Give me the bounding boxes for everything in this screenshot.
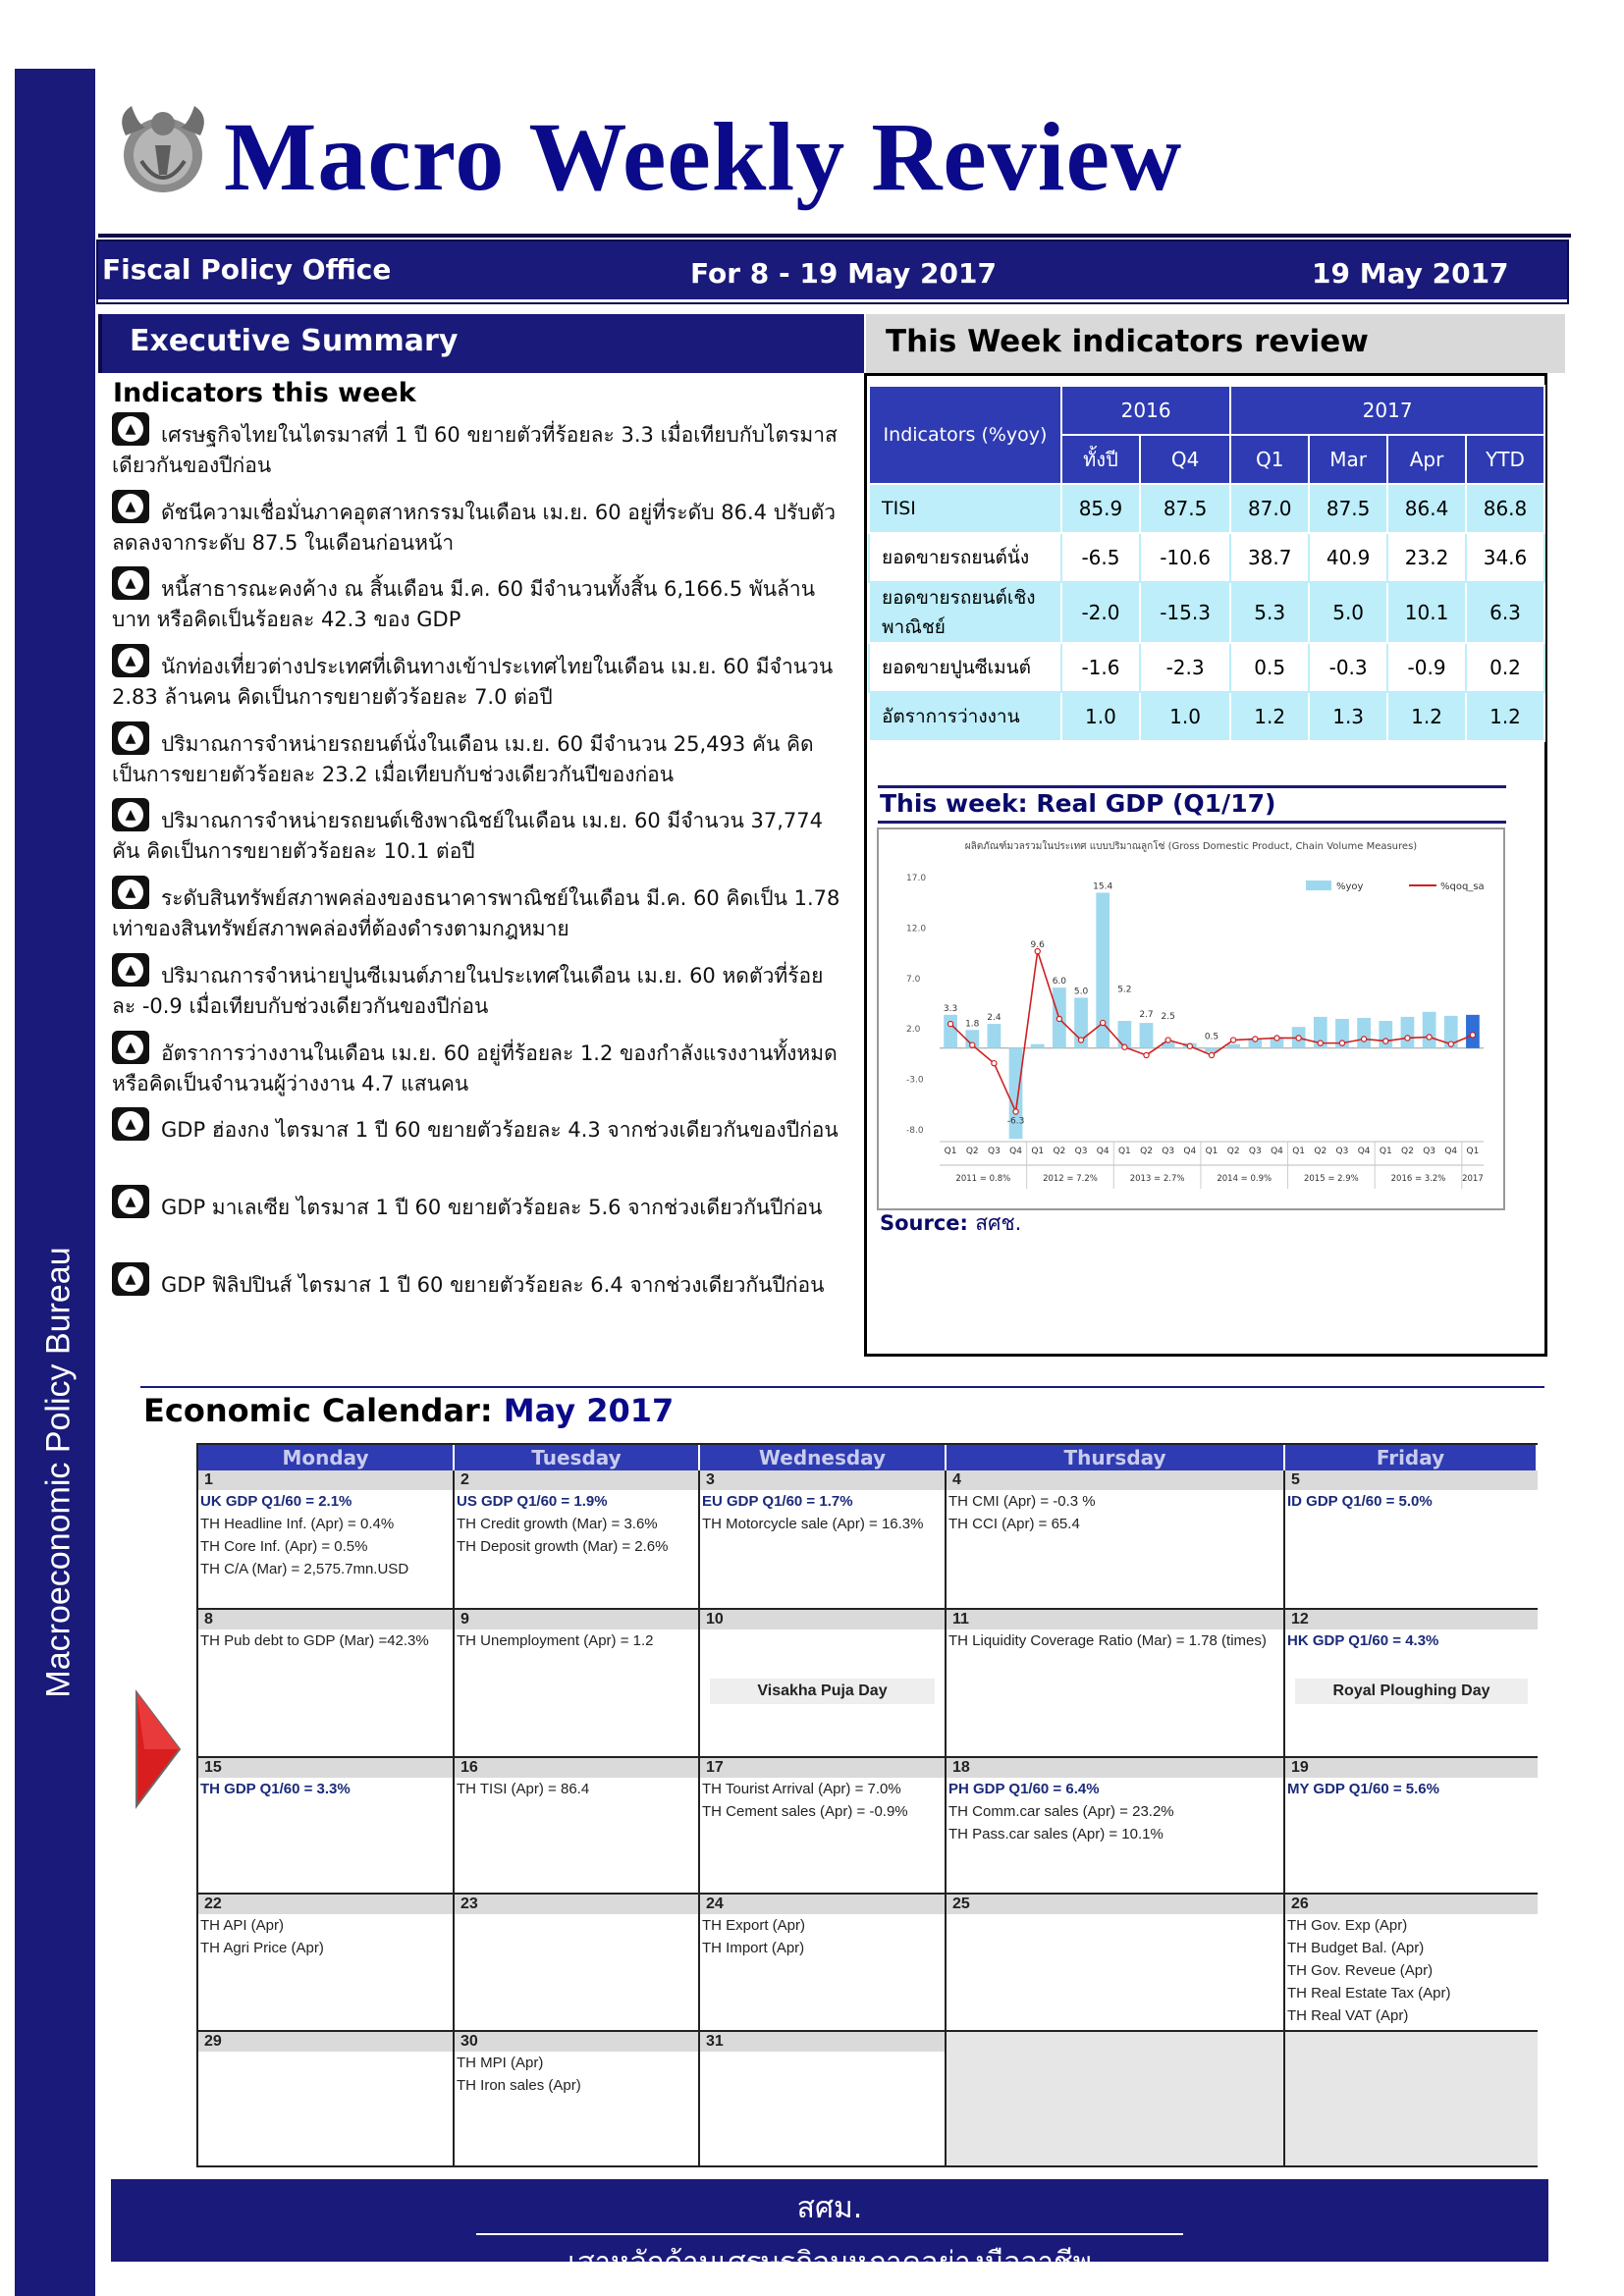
qoq-point	[1122, 1044, 1127, 1049]
x-tick-label: Q4	[1009, 1147, 1022, 1156]
indicator-item	[112, 876, 843, 953]
indicator-table	[868, 385, 1545, 742]
calendar-day-cell	[947, 1758, 1285, 1895]
calendar-day-cell	[455, 2032, 700, 2167]
legend-swatch-yoy	[1306, 881, 1331, 890]
x-tick-label: Q3	[1423, 1147, 1436, 1156]
calendar-day-number: 29	[198, 2032, 453, 2052]
calendar-day-number: 16	[455, 1758, 698, 1778]
qoq-point	[1165, 1038, 1170, 1042]
gdp-chart-frame	[877, 828, 1505, 1210]
x-tick-label: Q3	[1074, 1147, 1088, 1156]
calendar-day-number: 11	[947, 1610, 1283, 1629]
bar-value-label: 5.2	[1117, 985, 1132, 995]
sidebar-title: Macroeconomic Policy Bureau	[39, 1247, 78, 1698]
gdp-bar	[988, 1024, 1001, 1048]
x-tick-label: Q4	[1096, 1147, 1110, 1156]
title-rule	[98, 234, 1571, 238]
calendar-day-number: 26	[1285, 1895, 1538, 1914]
sidebar-band	[15, 69, 95, 2296]
gdp-bar	[944, 1015, 957, 1048]
calendar-day-number: 31	[700, 2032, 945, 2052]
calendar-day-cell	[700, 1895, 947, 2032]
table-cell: 34.6	[1466, 533, 1544, 582]
table-cell: 1.2	[1387, 692, 1466, 741]
qoq-point	[1405, 1036, 1410, 1041]
arrow-up-icon: ▲	[112, 566, 149, 600]
calendar-entry: TH Iron sales (Apr)	[457, 2077, 581, 2094]
qoq-point	[1470, 1033, 1475, 1038]
qoq-point	[1448, 1041, 1453, 1046]
calendar-day-number: 3	[700, 1470, 945, 1490]
calendar-weekday-header: Monday	[198, 1445, 455, 1470]
qoq-point	[1427, 1035, 1432, 1040]
calendar-entry: TH Gov. Exp (Apr)	[1287, 1917, 1408, 1934]
calendar-day-cell	[198, 1758, 455, 1895]
calendar-entry: US GDP Q1/60 = 1.9%	[457, 1493, 608, 1510]
table-cell: 87.0	[1230, 484, 1309, 533]
calendar-entry: TH C/A (Mar) = 2,575.7mn.USD	[200, 1561, 409, 1577]
indicators-title: Indicators this week	[113, 378, 416, 408]
source-value: สศช.	[975, 1211, 1022, 1235]
calendar-day-number: 9	[455, 1610, 698, 1629]
indicator-text: เศรษฐกิจไทยในไตรมาสที่ 1 ปี 60 ขยายตัวที่ร้อยละ 3.3 เมื่อเทียบกับไตรมาสเดียวกันของปีก่อน	[112, 423, 838, 477]
qoq-point	[1013, 1109, 1018, 1114]
calendar-weekday-header: Friday	[1285, 1445, 1538, 1470]
qoq-point	[1078, 1038, 1083, 1042]
x-tick-label: Q2	[1140, 1147, 1153, 1156]
executive-summary-heading: Executive Summary	[98, 314, 864, 373]
legend-label-qoq: %qoq_sa	[1440, 881, 1485, 892]
qoq-point	[1187, 1043, 1192, 1048]
calendar-title	[143, 1392, 674, 1429]
qoq-point	[1362, 1037, 1367, 1041]
indicator-list	[112, 412, 843, 1339]
chart-title: This week: Real GDP (Q1/17)	[880, 789, 1276, 818]
bar-value-label: 15.4	[1093, 881, 1113, 892]
gdp-bar	[1031, 1044, 1045, 1048]
y-tick-label: 17.0	[906, 874, 927, 883]
arrow-up-icon: ▲	[112, 644, 149, 677]
x-tick-label: Q2	[1314, 1147, 1327, 1156]
calendar-entry: TH API (Apr)	[200, 1917, 285, 1934]
table-row-label: TISI	[869, 484, 1061, 533]
table-cell: 5.0	[1309, 582, 1387, 643]
footer-banner	[111, 2179, 1548, 2278]
gdp-bar	[1226, 1044, 1240, 1048]
qoq-point	[992, 1061, 997, 1066]
calendar-title-month: May 2017	[503, 1392, 675, 1429]
table-cell: -0.3	[1309, 643, 1387, 692]
calendar-title-prefix: Economic Calendar:	[143, 1392, 493, 1429]
arrow-up-icon: ▲	[112, 953, 149, 987]
calendar-day-cell	[700, 2032, 947, 2167]
table-cell: 1.2	[1466, 692, 1544, 741]
arrow-up-icon: ▲	[112, 1031, 149, 1064]
holiday-label: Royal Ploughing Day	[1295, 1679, 1528, 1704]
calendar-entry: TH Real Estate Tax (Apr)	[1287, 1985, 1451, 2002]
calendar-day-number: 8	[198, 1610, 453, 1629]
x-tick-label: Q2	[965, 1147, 979, 1156]
year-group-label: 2013 = 2.7%	[1129, 1174, 1185, 1184]
arrow-up-icon: ▲	[112, 490, 149, 523]
table-row-label: ยอดขายปูนซีเมนต์	[869, 643, 1061, 692]
table-row	[869, 484, 1544, 533]
table-cell: -2.3	[1140, 643, 1230, 692]
indicator-text: GDP มาเลเซีย ไตรมาส 1 ปี 60 ขยายตัวร้อยละ 5.6 จากช่วงเดียวกันปีก่อน	[161, 1195, 823, 1219]
calendar-day-number: 12	[1285, 1610, 1538, 1629]
gdp-chart	[879, 829, 1503, 1208]
gdp-bar	[1357, 1018, 1371, 1048]
table-row	[869, 582, 1544, 643]
page-title: Macro Weekly Review	[224, 102, 1183, 211]
indicator-item	[112, 1107, 843, 1185]
qoq-point	[1231, 1038, 1236, 1042]
qoq-point	[1274, 1036, 1279, 1041]
table-cell: -6.5	[1061, 533, 1140, 582]
calendar-weekday-header: Wednesday	[700, 1445, 947, 1470]
footer-motto: เสาหลักด้านเศรษฐกิจมหภาคอย่างมืออาชีพ	[568, 2245, 1092, 2278]
calendar-entry: TH Credit growth (Mar) = 3.6%	[457, 1516, 658, 1532]
calendar-entry: TH CMI (Apr) = -0.3 %	[948, 1493, 1096, 1510]
bar-value-label: -6.3	[1006, 1116, 1025, 1127]
table-row-label: ยอดขายรถยนต์เชิงพาณิชย์	[869, 582, 1061, 643]
calendar-day-cell	[455, 1610, 700, 1758]
calendar-entry: TH Agri Price (Apr)	[200, 1940, 324, 1956]
bar-value-label: 9.6	[1030, 940, 1045, 951]
calendar-rule	[140, 1386, 1544, 1388]
indicator-text: อัตราการว่างงานในเดือน เม.ย. 60 อยู่ที่ร้อยละ 1.2 ของกำลังแรงงานทั้งหมด หรือคิดเป็นจำนวนผู้ว่างงาน 4.7 แสนคน	[112, 1041, 838, 1095]
calendar-day-cell	[198, 1610, 455, 1758]
table-cell: 23.2	[1387, 533, 1466, 582]
calendar-entry: PH GDP Q1/60 = 6.4%	[948, 1781, 1100, 1797]
table-cell: -0.9	[1387, 643, 1466, 692]
table-col-header: Q1	[1230, 435, 1309, 484]
calendar-day-number: 23	[455, 1895, 698, 1914]
calendar-day-number: 19	[1285, 1758, 1538, 1778]
y-tick-label: -8.0	[906, 1126, 924, 1136]
arrow-up-icon: ▲	[112, 1107, 149, 1141]
header-banner	[98, 241, 1567, 302]
indicator-item	[112, 1031, 843, 1108]
calendar-entry: TH CCI (Apr) = 65.4	[948, 1516, 1080, 1532]
calendar-day-cell	[1285, 1895, 1538, 2032]
bar-value-label: 5.0	[1073, 987, 1089, 997]
chart-title-text: ผลิตภัณฑ์มวลรวมในประเทศ แบบปริมาณลูกโซ่ (Gross Domestic Product, Chain Volume Measures)	[964, 841, 1418, 852]
calendar-day-cell	[947, 1610, 1285, 1758]
table-cell: 0.5	[1230, 643, 1309, 692]
garuda-logo-icon	[112, 96, 214, 200]
calendar-day-number: 15	[198, 1758, 453, 1778]
qoq-point	[1056, 1016, 1061, 1021]
calendar-day-cell	[198, 1470, 455, 1610]
arrow-up-icon: ▲	[112, 1185, 149, 1218]
report-period: For 8 - 19 May 2017	[690, 257, 997, 290]
table-col-header: Apr	[1387, 435, 1466, 484]
x-tick-label: Q4	[1271, 1147, 1283, 1156]
x-tick-label: Q3	[1162, 1147, 1175, 1156]
gdp-bar	[1466, 1015, 1480, 1048]
arrow-up-icon: ▲	[112, 798, 149, 831]
table-cell: -15.3	[1140, 582, 1230, 643]
calendar-entry: TH Deposit growth (Mar) = 2.6%	[457, 1538, 669, 1555]
indicator-item	[112, 1262, 843, 1340]
arrow-up-icon: ▲	[112, 1262, 149, 1296]
indicator-item	[112, 1185, 843, 1262]
x-tick-label: Q3	[1248, 1147, 1262, 1156]
table-col-header: ทั้งปี	[1061, 435, 1140, 484]
table-cell: 1.0	[1061, 692, 1140, 741]
calendar-entry: TH TISI (Apr) = 86.4	[457, 1781, 590, 1797]
qoq-point	[1101, 1020, 1106, 1025]
gdp-bar	[1401, 1017, 1415, 1048]
qoq-point	[947, 1021, 952, 1026]
calendar-day-cell	[1285, 1610, 1538, 1758]
calendar-entry: TH Motorcycle sale (Apr) = 16.3%	[702, 1516, 924, 1532]
qoq-point	[1318, 1041, 1323, 1045]
table-cell: 40.9	[1309, 533, 1387, 582]
calendar-day-cell	[455, 1470, 700, 1610]
table-col-header: YTD	[1466, 435, 1544, 484]
office-name: Fiscal Policy Office	[102, 253, 392, 286]
source-label: Source:	[880, 1211, 968, 1235]
calendar-day-cell	[198, 2032, 455, 2167]
table-cell: 86.8	[1466, 484, 1544, 533]
calendar-day-cell	[947, 1470, 1285, 1610]
indicator-item	[112, 721, 843, 799]
table-col-header: Q4	[1140, 435, 1230, 484]
indicator-text: ดัชนีความเชื่อมั่นภาคอุตสาหกรรมในเดือน เม.ย. 60 อยู่ที่ระดับ 86.4 ปรับตัวลดลงจากระดับ 87.5 ในเดือนก่อนหน้า	[112, 500, 837, 555]
calendar-day-number: 1	[198, 1470, 453, 1490]
indicator-item	[112, 798, 843, 876]
calendar-entry: UK GDP Q1/60 = 2.1%	[200, 1493, 352, 1510]
qoq-point	[970, 1042, 975, 1047]
calendar-entry: TH Real VAT (Apr)	[1287, 2007, 1409, 2024]
calendar-day-cell	[947, 2032, 1285, 2167]
calendar-entry: TH Budget Bal. (Apr)	[1287, 1940, 1425, 1956]
table-cell: 0.2	[1466, 643, 1544, 692]
calendar-day-number: 22	[198, 1895, 453, 1914]
calendar-day-cell	[198, 1895, 455, 2032]
table-year-2017: 2017	[1230, 386, 1544, 435]
year-group-label: 2011 = 0.8%	[955, 1174, 1011, 1184]
gdp-bar	[1140, 1023, 1154, 1048]
y-tick-label: 12.0	[906, 924, 927, 934]
table-cell: 1.2	[1230, 692, 1309, 741]
x-tick-label: Q1	[1205, 1147, 1218, 1156]
footer-divider	[476, 2233, 1183, 2235]
calendar-entry: TH Tourist Arrival (Apr) = 7.0%	[702, 1781, 901, 1797]
calendar-day-number: 2	[455, 1470, 698, 1490]
indicator-item	[112, 412, 843, 490]
bar-value-label: 6.0	[1052, 977, 1067, 988]
table-cell: 38.7	[1230, 533, 1309, 582]
calendar-day-number: 10	[700, 1610, 945, 1629]
indicator-text: ระดับสินทรัพย์สภาพคล่องของธนาคารพาณิชย์ในเดือน มี.ค. 60 คิดเป็น 1.78 เท่าของสินทรัพย์สภาพคล่องที่ต้องดำรงตามกฎหมาย	[112, 886, 840, 941]
x-tick-label: Q1	[1292, 1147, 1306, 1156]
table-head-label: Indicators (%yoy)	[869, 386, 1061, 484]
calendar-entry: TH Export (Apr)	[702, 1917, 806, 1934]
qoq-point	[1339, 1041, 1344, 1045]
red-arrow-icon	[133, 1686, 184, 1812]
qoq-point	[1296, 1036, 1301, 1041]
table-cell: -1.6	[1061, 643, 1140, 692]
indicator-text: นักท่องเที่ยวต่างประเทศที่เดินทางเข้าประเทศไทยในเดือน เม.ย. 60 มีจำนวน 2.83 ล้านคน คิดเป็นการขยายตัวร้อยละ 7.0 ต่อปี	[112, 655, 834, 710]
table-cell: 1.3	[1309, 692, 1387, 741]
x-tick-label: Q1	[1379, 1147, 1392, 1156]
calendar-day-number: 25	[947, 1895, 1283, 1914]
table-row	[869, 692, 1544, 741]
x-tick-label: Q4	[1357, 1147, 1371, 1156]
economic-calendar	[196, 1443, 1538, 2167]
calendar-entry: TH Comm.car sales (Apr) = 23.2%	[948, 1803, 1174, 1820]
calendar-entry: TH Pass.car sales (Apr) = 10.1%	[948, 1826, 1164, 1842]
x-tick-label: Q1	[944, 1147, 957, 1156]
calendar-entry: TH Pub debt to GDP (Mar) =42.3%	[200, 1632, 429, 1649]
indicator-text: ปริมาณการจำหน่ายปูนซีเมนต์ภายในประเทศในเดือน เม.ย. 60 หดตัวที่ร้อยละ -0.9 เมื่อเทียบกับช่วงเดียวกันของปีก่อน	[112, 963, 824, 1018]
calendar-entry: TH Import (Apr)	[702, 1940, 805, 1956]
calendar-entry: TH Core Inf. (Apr) = 0.5%	[200, 1538, 368, 1555]
y-tick-label: 7.0	[906, 974, 921, 985]
indicator-item	[112, 490, 843, 567]
arrow-up-icon: ▲	[112, 876, 149, 909]
x-tick-label: Q4	[1444, 1147, 1458, 1156]
table-row-label: ยอดขายรถยนต์นั่ง	[869, 533, 1061, 582]
chart-rule-bottom	[878, 821, 1506, 824]
x-tick-label: Q1	[1031, 1147, 1045, 1156]
indicator-text: ปริมาณการจำหน่ายรถยนต์เชิงพาณิชย์ในเดือน เม.ย. 60 มีจำนวน 37,774 คัน คิดเป็นการขยายตัวร้อยละ 10.1 ต่อปี	[112, 809, 823, 864]
week-review-heading: This Week indicators review	[866, 314, 1565, 373]
x-tick-label: Q3	[1335, 1147, 1349, 1156]
arrow-up-icon: ▲	[112, 721, 149, 755]
x-tick-label: Q3	[987, 1147, 1001, 1156]
table-cell: 5.3	[1230, 582, 1309, 643]
qoq-point	[1383, 1039, 1388, 1043]
indicator-item	[112, 566, 843, 644]
year-group-label: 2015 = 2.9%	[1303, 1174, 1359, 1184]
indicator-item	[112, 953, 843, 1031]
x-tick-label: Q1	[1466, 1147, 1480, 1156]
calendar-weekday-header: Thursday	[947, 1445, 1285, 1470]
chart-rule-top	[878, 785, 1506, 788]
table-row	[869, 643, 1544, 692]
indicator-item	[112, 644, 843, 721]
calendar-day-cell	[700, 1758, 947, 1895]
qoq-point	[1209, 1052, 1214, 1057]
indicator-text: หนี้สาธารณะคงค้าง ณ สิ้นเดือน มี.ค. 60 มีจำนวนทั้งสิ้น 6,166.5 พันล้านบาท หรือคิดเป็นร้อยละ 42.3 ของ GDP	[112, 577, 816, 632]
year-group-label: 2012 = 7.2%	[1043, 1174, 1098, 1184]
table-year-2016: 2016	[1061, 386, 1230, 435]
bar-value-label: 1.8	[965, 1019, 980, 1030]
calendar-day-number: 30	[455, 2032, 698, 2052]
y-tick-label: 2.0	[906, 1025, 921, 1036]
calendar-entry: TH GDP Q1/60 = 3.3%	[200, 1781, 351, 1797]
bar-value-label: 2.7	[1139, 1010, 1154, 1021]
legend-label-yoy: %yoy	[1336, 881, 1364, 892]
year-group-label: 2016 = 3.2%	[1390, 1174, 1446, 1184]
calendar-day-number: 5	[1285, 1470, 1538, 1490]
calendar-day-cell	[700, 1470, 947, 1610]
calendar-day-number: 24	[700, 1895, 945, 1914]
calendar-entry: MY GDP Q1/60 = 5.6%	[1287, 1781, 1439, 1797]
table-col-header: Mar	[1309, 435, 1387, 484]
footer-org: สศม.	[796, 2191, 863, 2225]
calendar-day-number: 17	[700, 1758, 945, 1778]
x-tick-label: Q2	[1053, 1147, 1066, 1156]
report-date: 19 May 2017	[1312, 257, 1509, 290]
calendar-day-number: 18	[947, 1758, 1283, 1778]
bar-value-label: 2.5	[1161, 1012, 1175, 1023]
calendar-entry: TH Cement sales (Apr) = -0.9%	[702, 1803, 908, 1820]
calendar-day-cell	[1285, 1470, 1538, 1610]
bar-value-label: 3.3	[943, 1003, 958, 1014]
calendar-day-cell	[947, 1895, 1285, 2032]
year-group-label: 2017	[1462, 1174, 1484, 1184]
calendar-day-cell	[455, 1895, 700, 2032]
qoq-point	[1253, 1037, 1258, 1041]
x-tick-label: Q2	[1401, 1147, 1414, 1156]
gdp-bar	[1423, 1012, 1436, 1048]
chart-source	[880, 1207, 1021, 1240]
y-tick-label: -3.0	[906, 1075, 924, 1086]
calendar-entry: ID GDP Q1/60 = 5.0%	[1287, 1493, 1433, 1510]
year-group-label: 2014 = 0.9%	[1217, 1174, 1272, 1184]
table-cell: -10.6	[1140, 533, 1230, 582]
table-cell: 87.5	[1140, 484, 1230, 533]
table-row-label: อัตราการว่างงาน	[869, 692, 1061, 741]
calendar-weekday-header: Tuesday	[455, 1445, 700, 1470]
bar-value-label: 0.5	[1204, 1032, 1219, 1042]
table-row	[869, 533, 1544, 582]
indicator-text: GDP ฮ่องกง ไตรมาส 1 ปี 60 ขยายตัวร้อยละ 4.3 จากช่วงเดียวกันของปีก่อน	[161, 1118, 839, 1143]
bar-value-label: 2.4	[987, 1013, 1001, 1024]
calendar-day-cell	[1285, 1758, 1538, 1895]
calendar-entry: TH Gov. Reveue (Apr)	[1287, 1962, 1434, 1979]
indicator-text: GDP ฟิลิปปินส์ ไตรมาส 1 ปี 60 ขยายตัวร้อยละ 6.4 จากช่วงเดียวกันปีก่อน	[161, 1272, 825, 1297]
x-tick-label: Q1	[1117, 1147, 1131, 1156]
calendar-entry: HK GDP Q1/60 = 4.3%	[1287, 1632, 1439, 1649]
table-cell: 1.0	[1140, 692, 1230, 741]
calendar-day-cell	[1285, 2032, 1538, 2167]
calendar-entry: TH Headline Inf. (Apr) = 0.4%	[200, 1516, 395, 1532]
table-cell: 86.4	[1387, 484, 1466, 533]
calendar-entry: TH Unemployment (Apr) = 1.2	[457, 1632, 654, 1649]
indicator-text: ปริมาณการจำหน่ายรถยนต์นั่งในเดือน เม.ย. 60 มีจำนวน 25,493 คัน คิดเป็นการขยายตัวร้อยละ 23.2 เมื่อเทียบกับช่วงเดียวกันปีของก่อน	[112, 731, 814, 786]
table-cell: 10.1	[1387, 582, 1466, 643]
holiday-label: Visakha Puja Day	[710, 1679, 935, 1704]
table-cell: -2.0	[1061, 582, 1140, 643]
calendar-day-cell	[700, 1610, 947, 1758]
calendar-day-cell	[455, 1758, 700, 1895]
table-cell: 6.3	[1466, 582, 1544, 643]
qoq-point	[1144, 1052, 1149, 1057]
x-tick-label: Q4	[1183, 1147, 1197, 1156]
arrow-up-icon: ▲	[112, 412, 149, 446]
calendar-entry: TH MPI (Apr)	[457, 2055, 544, 2071]
table-cell: 85.9	[1061, 484, 1140, 533]
calendar-entry: EU GDP Q1/60 = 1.7%	[702, 1493, 853, 1510]
calendar-entry: TH Liquidity Coverage Ratio (Mar) = 1.78 (times)	[948, 1632, 1267, 1649]
x-tick-label: Q2	[1226, 1147, 1240, 1156]
table-cell: 87.5	[1309, 484, 1387, 533]
calendar-day-number: 4	[947, 1470, 1283, 1490]
